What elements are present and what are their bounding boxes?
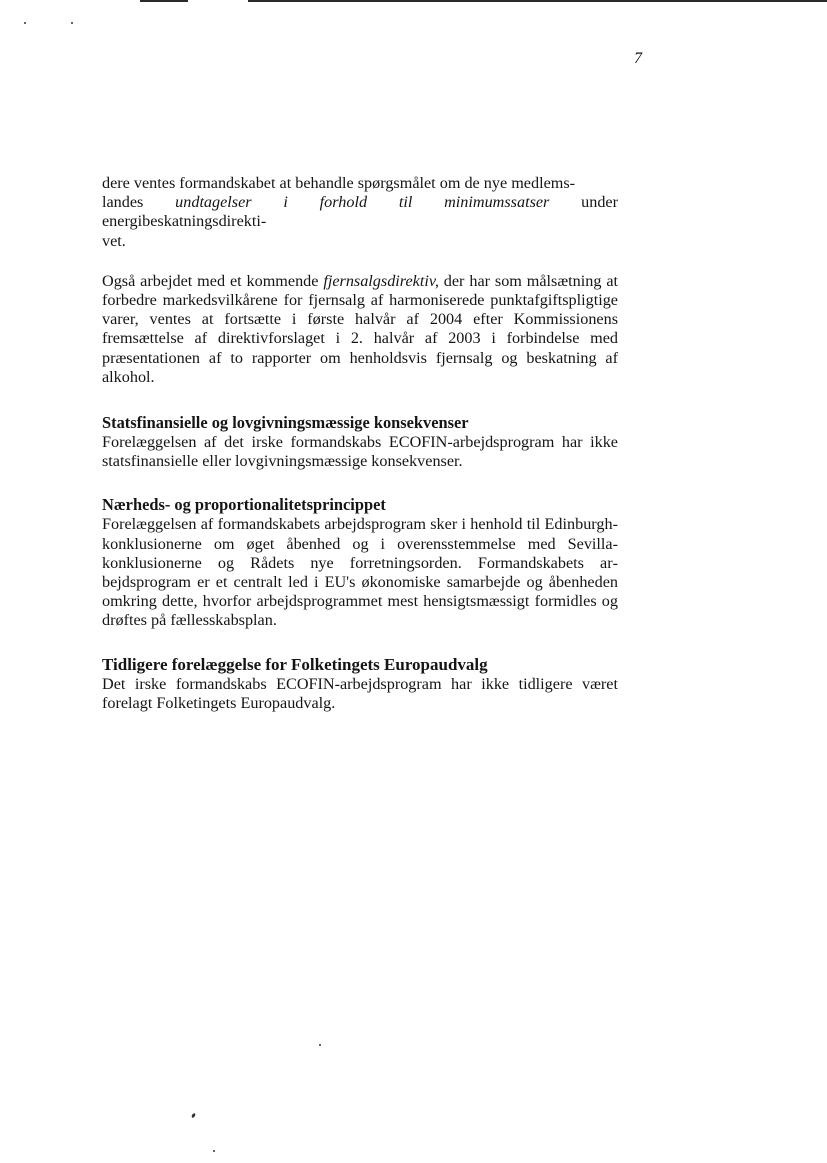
- scan-speck: [213, 1150, 215, 1152]
- intro-paragraph: [102, 174, 618, 251]
- section-body-statsfinansielle: Forelæggelsen af det irske formandskabs ECOFIN-arbejdsprogram har ikke statsfinansielle eller lovgivningsmæssige konsekvenser.: [102, 433, 618, 471]
- intro-line-pre: landes: [102, 193, 176, 212]
- scan-border-gap: [188, 0, 248, 2]
- section-body-tidligere: Det irske formandskabs ECOFIN-arbejdsprogram har ikke tidligere været forelagt Folketingets Europaudvalg.: [102, 674, 618, 712]
- intro-emphasis: undtagelser i forhold til minimumssatser: [175, 193, 550, 212]
- scan-speck: [191, 1113, 196, 1119]
- fjernsalg-post: der har som målsætning at forbedre markedsvilkårene for fjernsalg af harmoniserede punktafgiftspligtige varer, ventes at fortsætte i første halvår af 2004 efter Kommissionens fremsættelse af direktivforslaget i 2. halvår af 2003 i forbindelse med præsentationen af to rapporter om henholdsvis fjernsalg og beskatning af alkohol.: [102, 271, 619, 386]
- document-body: [102, 174, 618, 713]
- section-heading-tidligere: Tidligere forelæggelse for Folketingets Europaudvalg: [102, 654, 488, 674]
- scan-speck: [319, 1044, 321, 1046]
- fjernsalg-pre: Også arbejdet med et kommende: [102, 271, 324, 290]
- scan-speck: [71, 22, 73, 24]
- page-number: 7: [634, 50, 642, 67]
- section-heading-naerhed: Nærheds- og proportionalitetsprincippet: [102, 495, 386, 515]
- fjernsalg-paragraph: [102, 272, 618, 387]
- intro-line: dere ventes formandskabet at behandle spørgsmålet om de nye medlems-: [102, 174, 576, 192]
- scan-speck: [24, 22, 26, 24]
- section-heading-statsfinansielle: Statsfinansielle og lovgivningsmæssige konsekvenser: [102, 413, 469, 433]
- intro-line-post: under energibeskatningsdirekti-: [102, 193, 619, 231]
- section-body-naerhed: Forelæggelsen af formandskabets arbejdsprogram sker i henhold til Edinburgh-konklusionerne om øget åbenhed og i overensstemmelse med Sevilla-konklusionerne og Rådets nye forretningsorden. Formandskabets arbejdsprogram er et centralt led i EU's økonomiske samarbejde og åbenheden omkring dette, hvorfor arbejdsprogrammet mest hensigtsmæssigt formidles og drøftes på fællesskabsplan.: [102, 515, 618, 630]
- fjernsalg-emphasis: fjernsalgsdirektiv,: [323, 271, 439, 290]
- intro-line: vet.: [102, 231, 126, 250]
